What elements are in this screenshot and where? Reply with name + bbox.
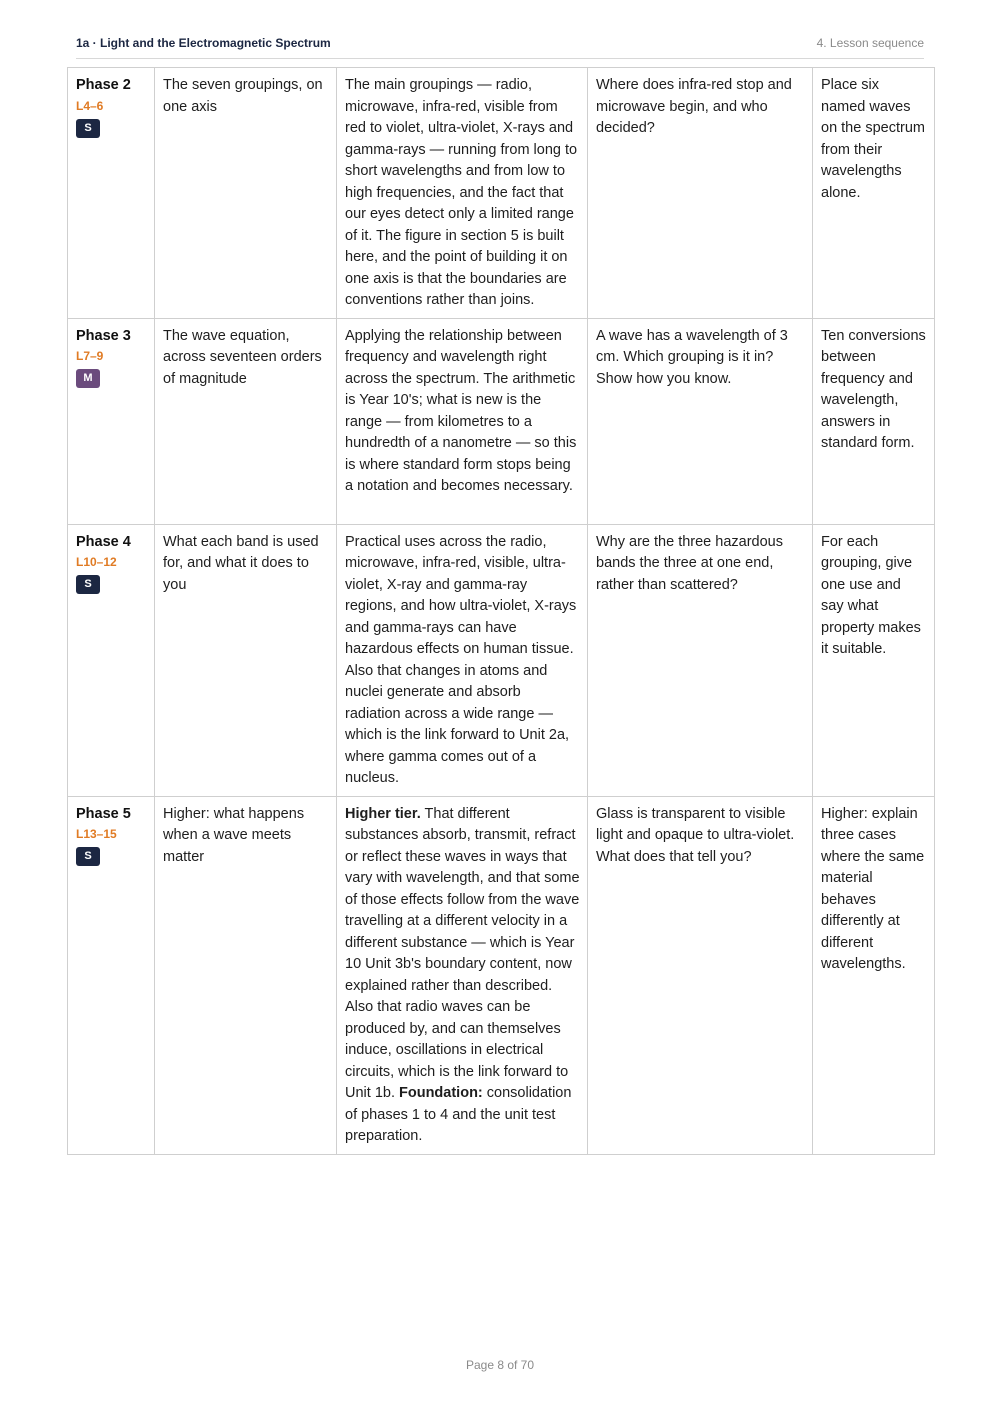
tier-badge: S [76, 575, 100, 594]
content-cell: Practical uses across the radio, microwave, infra-red, visible, ultra-violet, X-ray and gamma-ray regions, and how ultra-violet, X-rays and gamma-rays can have hazardous effects on human tissue. Also that changes in atoms and nuclei generate and absorb radiation across a wide range — which is the link forward to Unit 2a, where gamma comes out of a nucleus. [337, 524, 588, 796]
task-cell: Ten conversions between frequency and wavelength, answers in standard form. [813, 318, 935, 524]
phase-cell [68, 796, 155, 1154]
tier-badge: M [76, 369, 100, 388]
foundation-label: Foundation: [399, 1085, 483, 1101]
phase-cell [68, 68, 155, 319]
content-cell: The main groupings — radio, microwave, infra-red, visible from red to violet, ultra-violet, X-rays and gamma-rays — running from long to short wavelengths and from low to high frequencies, and the fact that our eyes detect only a limited range of it. The figure in section 5 is built here, and the point of building it on one axis is that the boundaries are conventions rather than joins. [337, 68, 588, 319]
task-cell: Place six named waves on the spectrum from their wavelengths alone. [813, 68, 935, 319]
tier-badge: S [76, 119, 100, 138]
lesson-range: L7–9 [76, 349, 104, 363]
focus-cell: The wave equation, across seventeen orders of magnitude [155, 318, 337, 524]
task-cell: For each grouping, give one use and say what property makes it suitable. [813, 524, 935, 796]
focus-cell: What each band is used for, and what it does to you [155, 524, 337, 796]
unit-title: 1a · Light and the Electromagnetic Spectrum [76, 36, 331, 50]
phase-name: Phase 4 [76, 533, 131, 550]
focus-cell: The seven groupings, on one axis [155, 68, 337, 319]
content-cell: Applying the relationship between frequency and wavelength right across the spectrum. The arithmetic is Year 10's; what is new is the range — from kilometres to a hundredth of a nanometre — so this is where standard form stops being a notation and becomes necessary. [337, 318, 588, 524]
lesson-sequence-table [67, 67, 935, 1155]
content-text: That different substances absorb, transmit, refract or reflect these waves in ways that vary with wavelength, and that some of those effects follow from the wave travelling at a different velocity in a different substance — which is Year 10 Unit 3b's boundary content, now explained rather than described. Also that radio waves can be produced by, and can themselves induce, oscillations in electrical circuits, which is the link forward to Unit 1b. [345, 805, 580, 1101]
table-row [68, 796, 935, 1154]
lesson-range: L13–15 [76, 827, 117, 841]
lesson-range: L4–6 [76, 98, 104, 113]
question-cell: Why are the three hazardous bands the three at one end, rather than scattered? [588, 524, 813, 796]
table-row [68, 524, 935, 796]
phase-cell [68, 318, 155, 524]
phase-name: Phase 5 [76, 805, 131, 822]
higher-tier-label: Higher tier. [345, 805, 421, 822]
phase-name: Phase 2 [76, 77, 131, 93]
phase-name: Phase 3 [76, 327, 131, 344]
question-cell: A wave has a wavelength of 3 cm. Which grouping is it in? Show how you know. [588, 318, 813, 524]
content-tail: consolidation of phases 1 to 4 and the unit test preparation. [345, 1085, 572, 1144]
phase-cell [68, 524, 155, 796]
table-row [68, 68, 935, 319]
task-cell: Higher: explain three cases where the same material behaves differently at different wavelengths. [813, 796, 935, 1154]
tier-badge: S [76, 847, 100, 866]
table-row [68, 318, 935, 524]
section-name: 4. Lesson sequence [816, 36, 924, 50]
content-cell [337, 796, 588, 1154]
question-cell: Where does infra-red stop and microwave begin, and who decided? [588, 68, 813, 319]
focus-cell: Higher: what happens when a wave meets matter [155, 796, 337, 1154]
lesson-range: L10–12 [76, 555, 117, 569]
running-header [76, 36, 924, 59]
page-number: Page 8 of 70 [465, 1358, 535, 1372]
question-cell: Glass is transparent to visible light and opaque to ultra-violet. What does that tell you? [588, 796, 813, 1154]
